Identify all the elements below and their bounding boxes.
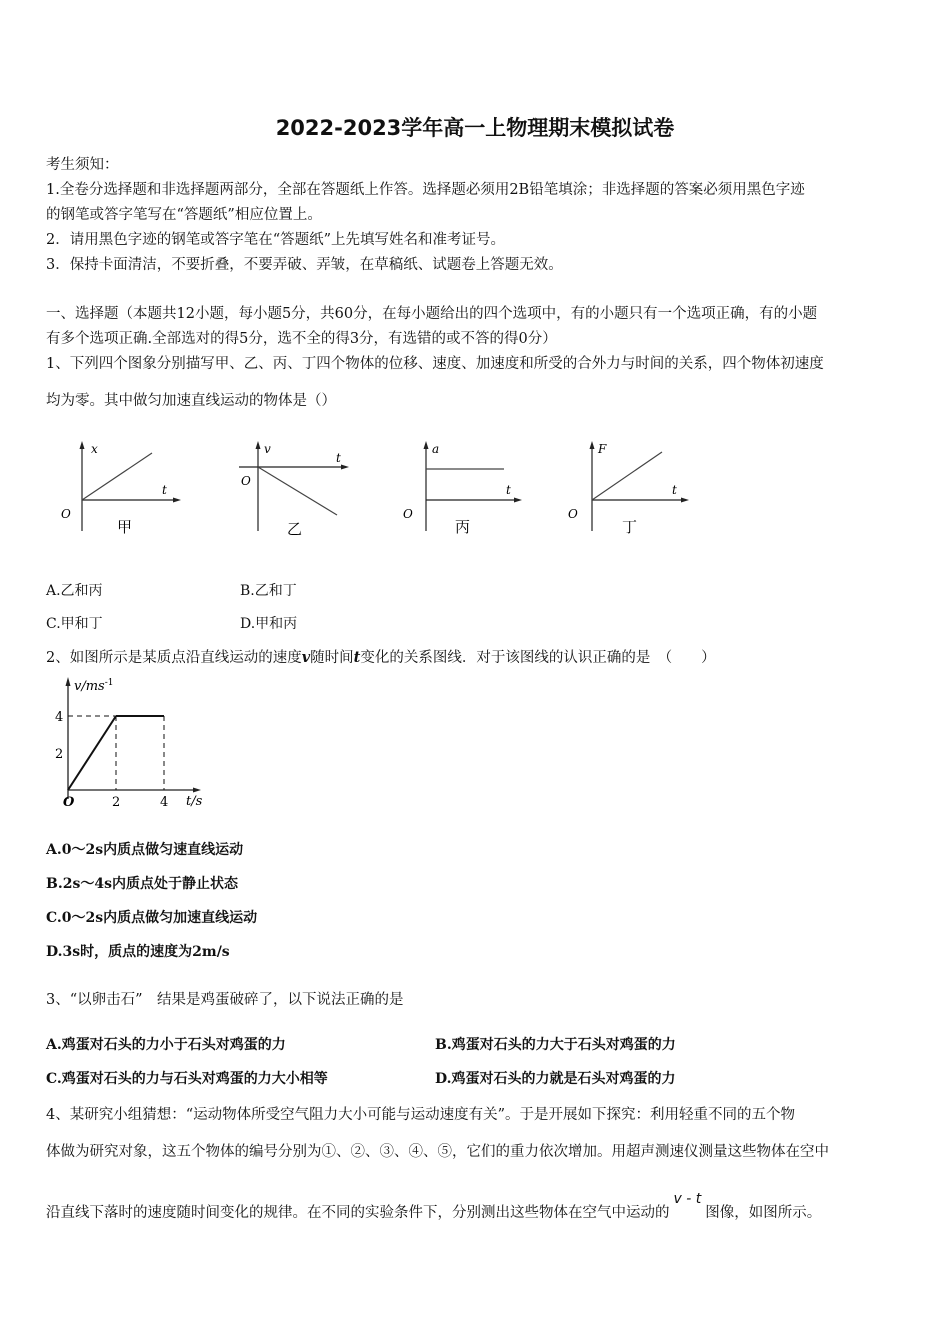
q1-graphs	[55, 435, 705, 545]
section-intro-line1: 一、选择题（本题共12小题，每小题5分，共60分，在每小题给出的四个选项中，有的小题只有一个选项正确，有的小题	[46, 306, 818, 322]
q2-stem	[46, 646, 716, 667]
page-title: 2022-2023学年高一上物理期末模拟试卷	[275, 116, 675, 140]
q2-option-c: C.0～2s内质点做匀加速直线运动	[46, 910, 258, 926]
q2-ytick-label: 2	[55, 747, 64, 762]
q2-xlabel: t/s	[186, 794, 203, 809]
q1-stem-line2: 均为零。其中做匀加速直线运动的物体是（）	[46, 393, 336, 409]
q2-series-segment	[68, 716, 116, 790]
q2-stem-pre: 2、如图所示是某质点沿直线运动的速度	[46, 650, 302, 666]
q2-option-b: B.2s～4s内质点处于静止状态	[46, 876, 238, 892]
graph-bing-origin: O	[403, 507, 413, 521]
notice-item-3: 3．保持卡面清洁，不要折叠，不要弄破、弄皱，在草稿纸、试题卷上答题无效。	[46, 257, 563, 273]
q2-ylabel: $v/ms^{-1}$	[74, 678, 114, 694]
graph-yi-caption: 乙	[287, 520, 303, 538]
graph-ding-xlabel: t	[672, 483, 677, 497]
q4-line3-pre: 沿直线下落时的速度随时间变化的规律。在不同的实验条件下，分别测出这些物体在空气中运动的	[46, 1205, 670, 1221]
graph-ding-origin: O	[568, 507, 578, 521]
graph-bing-xlabel: t	[506, 483, 511, 497]
graph-ding-ylabel: F	[598, 442, 607, 456]
q2-xtick-label: O	[63, 795, 75, 810]
graph-jia-ylabel: x	[91, 442, 98, 456]
graph-yi-ylabel: v	[264, 442, 271, 456]
notice-item-2: 2．请用黑色字迹的钢笔或答字笔在“答题纸”上先填写姓名和准考证号。	[46, 232, 506, 248]
q2-option-a: A.0～2s内质点做匀速直线运动	[46, 842, 244, 858]
q2-chart	[50, 672, 220, 817]
q2-stem-post: 变化的关系图线．对于该图线的认识正确的是 （ ）	[360, 650, 716, 666]
graph-jia-line	[82, 453, 152, 500]
q1-option-a: A.乙和丙	[46, 583, 103, 599]
q2-stem-mid: 随时间	[310, 650, 354, 666]
graph-jia	[61, 441, 181, 536]
q2-option-d: D.3s时，质点的速度为2m/s	[46, 944, 230, 960]
graph-bing-ylabel: a	[432, 442, 440, 456]
q1-stem-line1: 1、下列四个图象分别描写甲、乙、丙、丁四个物体的位移、速度、加速度和所受的合外力与时间的关系，四个物体初速度	[46, 356, 824, 372]
graph-ding	[568, 441, 689, 536]
graph-yi-xlabel: t	[336, 451, 341, 465]
q3-option-d: D.鸡蛋对石头的力就是石头对鸡蛋的力	[435, 1071, 676, 1087]
graph-jia-caption: 甲	[117, 518, 133, 536]
q2-plot-area	[55, 710, 168, 810]
q4-line2: 体做为研究对象，这五个物体的编号分别为①、②、③、④、⑤，它们的重力依次增加。用超声测速仪测量这些物体在空中	[46, 1144, 829, 1160]
graph-ding-line	[592, 452, 662, 500]
graph-bing	[403, 441, 522, 536]
graph-ding-caption: 丁	[622, 518, 638, 536]
graph-yi	[239, 441, 349, 538]
q2-xtick-label: 4	[160, 795, 169, 810]
graph-yi-line	[258, 467, 337, 515]
section-intro-line2: 有多个选项正确.全部选对的得5分，选不全的得3分，有选错的或不答的得0分）	[46, 331, 557, 347]
graph-yi-origin: O	[241, 474, 251, 488]
q3-stem: 3、“以卵击石” 结果是鸡蛋破碎了，以下说法正确的是	[46, 992, 404, 1008]
q2-ytick-label: 4	[55, 710, 64, 725]
notice-heading: 考生须知：	[46, 157, 119, 173]
q4-line3-post: 图像，如图所示。	[705, 1205, 822, 1221]
q4-line1: 4、某研究小组猜想：“运动物体所受空气阻力大小可能与运动速度有关”。于是开展如下探究：利用轻重不同的五个物	[46, 1107, 796, 1123]
notice-item-1-cont: 的钢笔或答字笔写在“答题纸”相应位置上。	[46, 207, 322, 223]
q2-xtick-label: 2	[112, 795, 121, 810]
graph-bing-caption: 丙	[455, 518, 471, 536]
q1-option-b: B.乙和丁	[240, 583, 297, 599]
q1-option-d: D.甲和丙	[240, 616, 298, 632]
graph-jia-origin: O	[61, 507, 71, 521]
q4-line3	[46, 1191, 822, 1222]
notice-item-1: 1.全卷分选择题和非选择题两部分，全部在答题纸上作答。选择题必须用2B铅笔填涂；非选择题的答案必须用黑色字迹	[46, 182, 805, 198]
q2-stem-v: v	[301, 649, 311, 666]
q3-option-a: A.鸡蛋对石头的力小于石头对鸡蛋的力	[46, 1037, 286, 1053]
q3-option-b: B.鸡蛋对石头的力大于石头对鸡蛋的力	[435, 1037, 676, 1053]
q4-vt-formula: v - t	[673, 1191, 702, 1207]
q3-option-c: C.鸡蛋对石头的力与石头对鸡蛋的力大小相等	[46, 1071, 328, 1087]
q2-stem-t: t	[353, 649, 361, 666]
graph-jia-xlabel: t	[162, 483, 167, 497]
q1-option-c: C.甲和丁	[46, 616, 103, 632]
